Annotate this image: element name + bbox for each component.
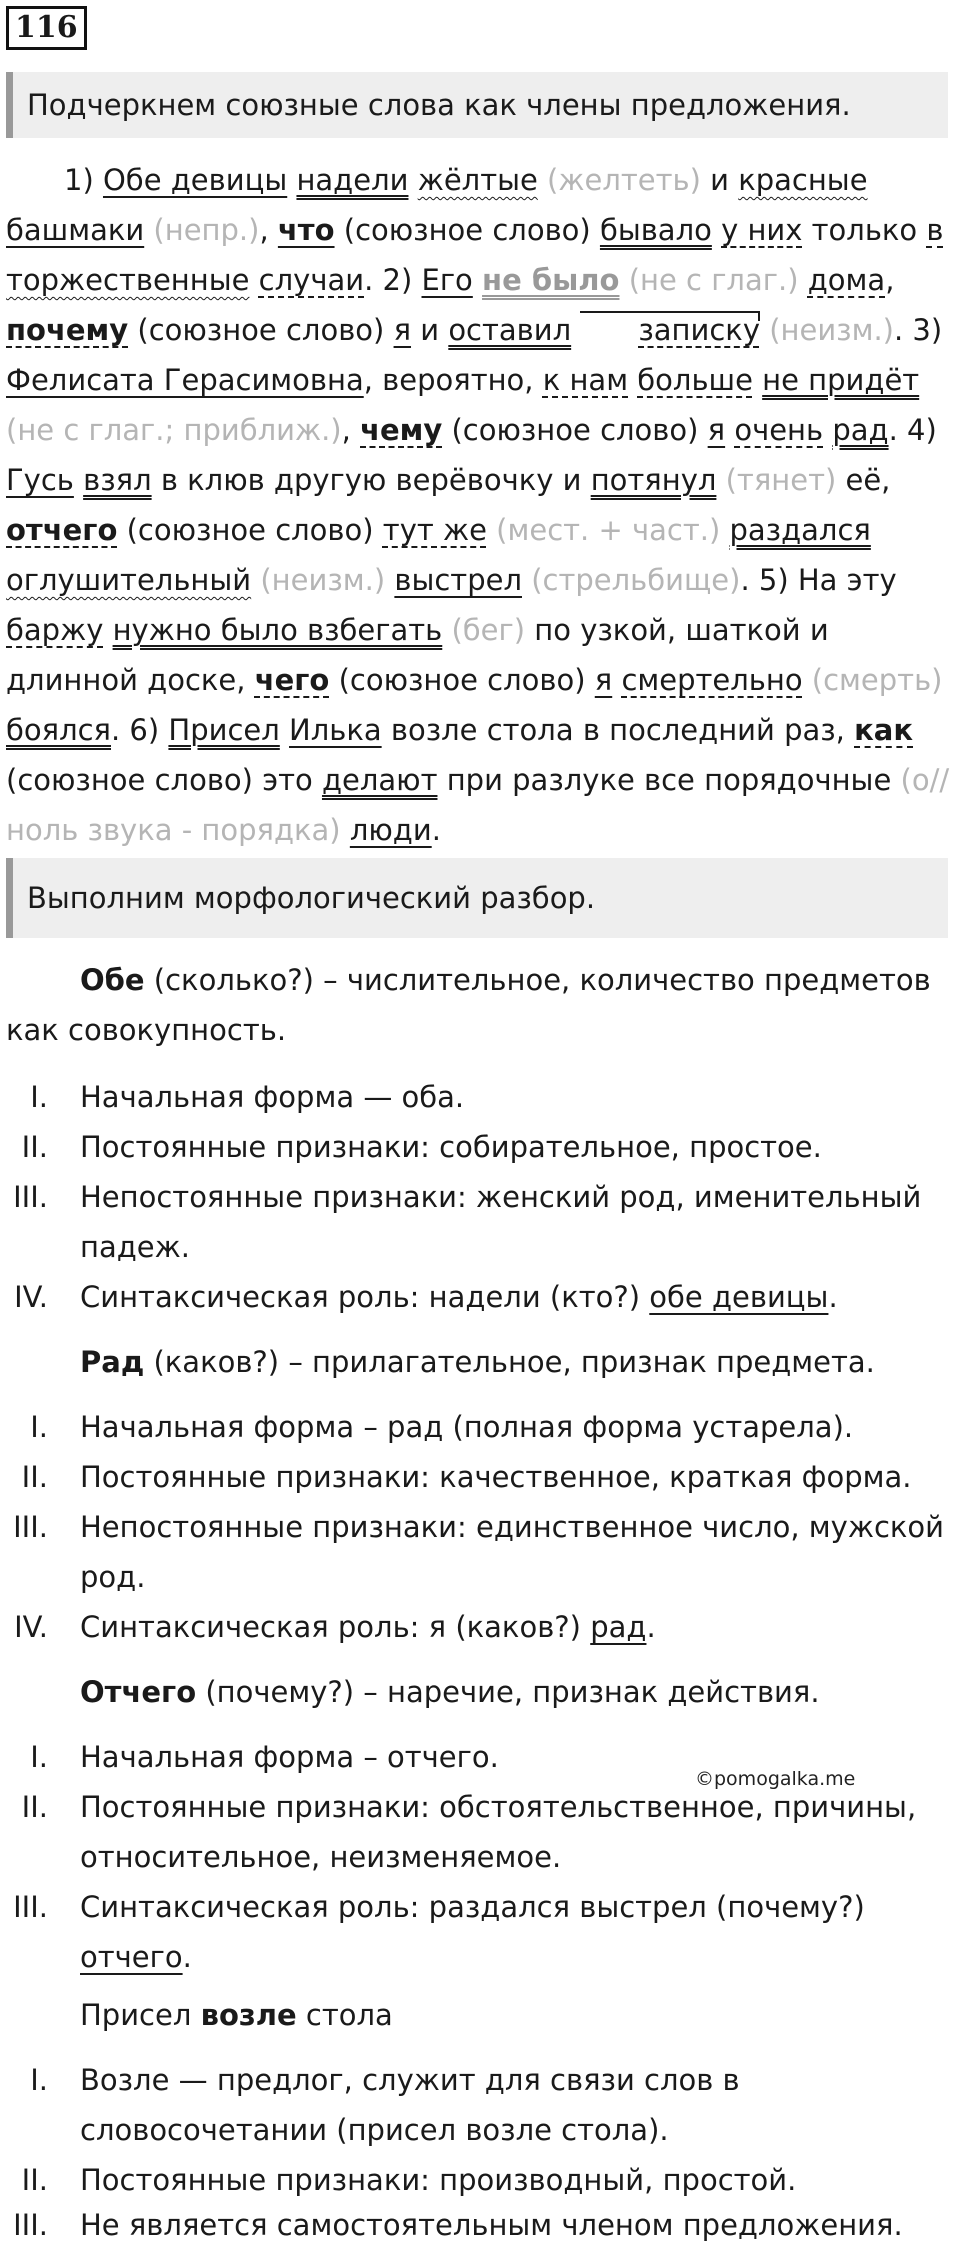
note: (стрельбище) xyxy=(531,563,741,597)
word: выстрел xyxy=(394,563,522,597)
word: смертельно xyxy=(621,663,803,697)
analysis-desc: (сколько?) – числительное, количество предметов как совокупность. xyxy=(6,963,931,1047)
analysis-intro xyxy=(80,1667,820,1717)
section-banner-analysis: Выполним морфологический разбор. xyxy=(6,858,948,938)
word: Его xyxy=(421,263,473,297)
item-text: Постоянные признаки: обстоятельственное, причины, относительное, неизменяемое. xyxy=(80,1790,917,1874)
note: (союзное слово) xyxy=(338,663,586,697)
word: это xyxy=(262,763,313,797)
union-word: как xyxy=(854,713,914,747)
analysis-pre: Присел xyxy=(80,1998,201,2032)
word: красные xyxy=(738,163,868,197)
word: очень xyxy=(734,413,824,447)
analysis-desc: (каков?) – прилагательное, признак предмета. xyxy=(144,1345,875,1379)
word: тут же xyxy=(382,513,487,547)
note: (непр.) xyxy=(153,213,260,247)
roman-numeral: III. xyxy=(13,1180,48,1214)
item-text: Постоянные признаки: собирательное, простое. xyxy=(80,1130,822,1164)
item-text-tail: . xyxy=(182,1940,192,1974)
word: Гусь xyxy=(6,463,74,497)
analysis-intro xyxy=(80,1990,393,2040)
word: нужно было взбегать xyxy=(112,613,443,647)
word: только xyxy=(811,213,918,247)
roman-numeral: II. xyxy=(21,1790,48,1824)
word: надели xyxy=(296,163,409,197)
roman-numeral: III. xyxy=(13,1890,48,1924)
word: и xyxy=(420,313,440,347)
word: при xyxy=(446,763,503,797)
word: взял xyxy=(83,463,152,497)
note: (союзное слово) xyxy=(6,763,253,797)
item-text-underlined: отчего xyxy=(80,1940,183,1974)
note: (неизм.) xyxy=(260,563,386,597)
roman-numeral: I. xyxy=(30,1080,48,1114)
item-text-underlined: рад xyxy=(590,1610,647,1644)
word: не было xyxy=(482,263,620,297)
word: по узкой, шаткой и xyxy=(534,613,829,647)
word: баржу xyxy=(6,613,104,647)
note: (союзное слово) xyxy=(451,413,699,447)
roman-numeral: IV. xyxy=(14,1280,48,1314)
word: рад xyxy=(832,413,889,447)
sentence-number: 1) xyxy=(64,163,94,197)
word: торжественные xyxy=(6,263,250,297)
note: (не с глаг.; приближ.) xyxy=(6,413,342,447)
item-text-main: Синтаксическая роль: я (каков?) xyxy=(80,1610,591,1644)
task-number: 116 xyxy=(6,6,87,50)
word: в клюв другую верёвочку и xyxy=(160,463,582,497)
note: (о//ноль звука - порядка) xyxy=(6,763,950,847)
union-word: почему xyxy=(6,313,129,347)
note: (бег) xyxy=(451,613,526,647)
sentence-number: . 6) xyxy=(111,713,160,747)
item-text: Начальная форма – рад (полная форма устарела). xyxy=(80,1410,854,1444)
analysis-desc: (почему?) – наречие, признак действия. xyxy=(196,1675,820,1709)
sentence-number: . 3) xyxy=(894,313,943,347)
roman-numeral: IV. xyxy=(14,1610,48,1644)
sentence-end: . xyxy=(431,813,441,847)
word: башмаки xyxy=(6,213,145,247)
word: оставил xyxy=(448,313,572,347)
note: (смерть) xyxy=(811,663,943,697)
sentence-number: . 4) xyxy=(888,413,937,447)
word: её, xyxy=(845,463,891,497)
roman-numeral: II. xyxy=(21,1460,48,1494)
word: и xyxy=(710,163,729,197)
analysis-word: возле xyxy=(200,1998,297,2032)
watermark: ©pomogalka.me xyxy=(695,1768,856,1790)
word: потянул xyxy=(590,463,717,497)
word: вероятно, xyxy=(382,363,534,397)
word: боялся xyxy=(6,713,111,747)
item-text: Постоянные признаки: производный, простой. xyxy=(80,2163,797,2197)
item-text-tail: . xyxy=(646,1610,656,1644)
union-word: что xyxy=(277,213,335,247)
item-text xyxy=(80,1602,960,1652)
item-text xyxy=(80,1272,960,1322)
analysis-intro xyxy=(6,955,954,1055)
roman-numeral: II. xyxy=(21,1130,48,1164)
word: я xyxy=(707,413,726,447)
item-text: Непостоянные признаки: женский род, именительный падеж. xyxy=(80,1180,922,1264)
analysis-word: Рад xyxy=(80,1345,145,1379)
item-text-tail: . xyxy=(828,1280,838,1314)
section-banner-underline: Подчеркнем союзные слова как члены предложения. xyxy=(6,72,948,138)
word: Обе девицы xyxy=(102,163,288,197)
analysis-word: Обе xyxy=(80,963,145,997)
word: случаи xyxy=(258,263,365,297)
item-text xyxy=(80,1882,960,1982)
roman-numeral: III. xyxy=(13,2208,48,2242)
note: (союзное слово) xyxy=(126,513,374,547)
note: (желтеть) xyxy=(547,163,701,197)
word: больше xyxy=(637,363,753,397)
item-text-main: Синтаксическая роль: раздался выстрел (почему?) xyxy=(80,1890,865,1924)
note: (союзное слово) xyxy=(343,213,591,247)
word: Фелисата Герасимовна xyxy=(6,363,364,397)
roman-numeral: I. xyxy=(30,1740,48,1774)
roman-numeral: I. xyxy=(30,2063,48,2097)
note: (тянет) xyxy=(725,463,837,497)
item-text-main: Синтаксическая роль: надели (кто?) xyxy=(80,1280,650,1314)
item-text: Непостоянные признаки: единственное число, мужской род. xyxy=(80,1510,945,1594)
note: (не с глаг.) xyxy=(628,263,799,297)
word: возле стола в последний раз, xyxy=(390,713,845,747)
roman-numeral: I. xyxy=(30,1410,48,1444)
word: записку xyxy=(580,305,760,355)
item-text: Начальная форма — оба. xyxy=(80,1080,465,1114)
item-text: Не является самостоятельным членом предложения. xyxy=(80,2208,903,2242)
word: Присел xyxy=(168,713,280,747)
word: у них xyxy=(721,213,803,247)
word: к нам xyxy=(542,363,629,397)
union-word: чему xyxy=(360,413,443,447)
union-word: чего xyxy=(254,663,330,697)
word: длинной доске, xyxy=(6,663,246,697)
word: бывало xyxy=(599,213,712,247)
word: жёлтые xyxy=(417,163,538,197)
analysis-desc: стола xyxy=(296,1998,393,2032)
item-text: Постоянные признаки: качественное, краткая форма. xyxy=(80,1460,912,1494)
analysis-word: Отчего xyxy=(80,1675,197,1709)
word: дома xyxy=(807,263,886,297)
item-text-underlined: обе девицы xyxy=(649,1280,829,1314)
word: Илька xyxy=(289,713,382,747)
word: люди xyxy=(349,813,432,847)
note: (мест. + част.) xyxy=(496,513,721,547)
analysis-intro xyxy=(80,1337,875,1387)
word: не придёт xyxy=(762,363,920,397)
exercise-text: 1) Обе девицы надели жёлтые (желтеть) и красные башмаки (непр.), что (союзное слово) бывало у них только в торжественные случаи. 2) Его не было (не с глаг.) дома, почему (союзное слово) я и оставил записку (неизм.). 3) Фелисата Герасимовна, вероятно, к нам больше не придёт (не с глаг.; приближ.), чему (союзное слово) я очень рад. 4) Гусь взял в клюв другую верёвочку и потянул (тянет) её, отчего (союзное слово) тут же (мест. + част.) раздался оглушительный (неизм.) выстрел (стрельбище). 5) На эту баржу нужно было взбегать (бег) по узкой, шаткой и длинной доске, чего (союзное слово) я смертельно (смерть) боялся. 6) Присел Илька возле стола в последний раз, как (союзное слово) это делают при разлуке все порядочные (о//ноль звука - порядка) люди. xyxy=(6,163,950,847)
word: в xyxy=(926,213,944,247)
roman-numeral: II. xyxy=(21,2163,48,2197)
union-word: отчего xyxy=(6,513,118,547)
word: я xyxy=(393,313,412,347)
note: (неизм.) xyxy=(769,313,894,347)
item-text: Начальная форма – отчего. xyxy=(80,1740,499,1774)
word: делают xyxy=(321,763,438,797)
sentence-number: . 2) xyxy=(364,263,413,297)
roman-numeral: III. xyxy=(13,1510,48,1544)
word: оглушительный xyxy=(6,563,252,597)
item-text: Возле — предлог, служит для связи слов в словосочетании (присел возле стола). xyxy=(80,2063,740,2147)
word: я xyxy=(594,663,613,697)
word: раздался xyxy=(729,513,871,547)
sentence-number: . 5) На эту xyxy=(740,563,897,597)
word: разлуке все порядочные xyxy=(512,763,892,797)
note: (союзное слово) xyxy=(137,313,385,347)
